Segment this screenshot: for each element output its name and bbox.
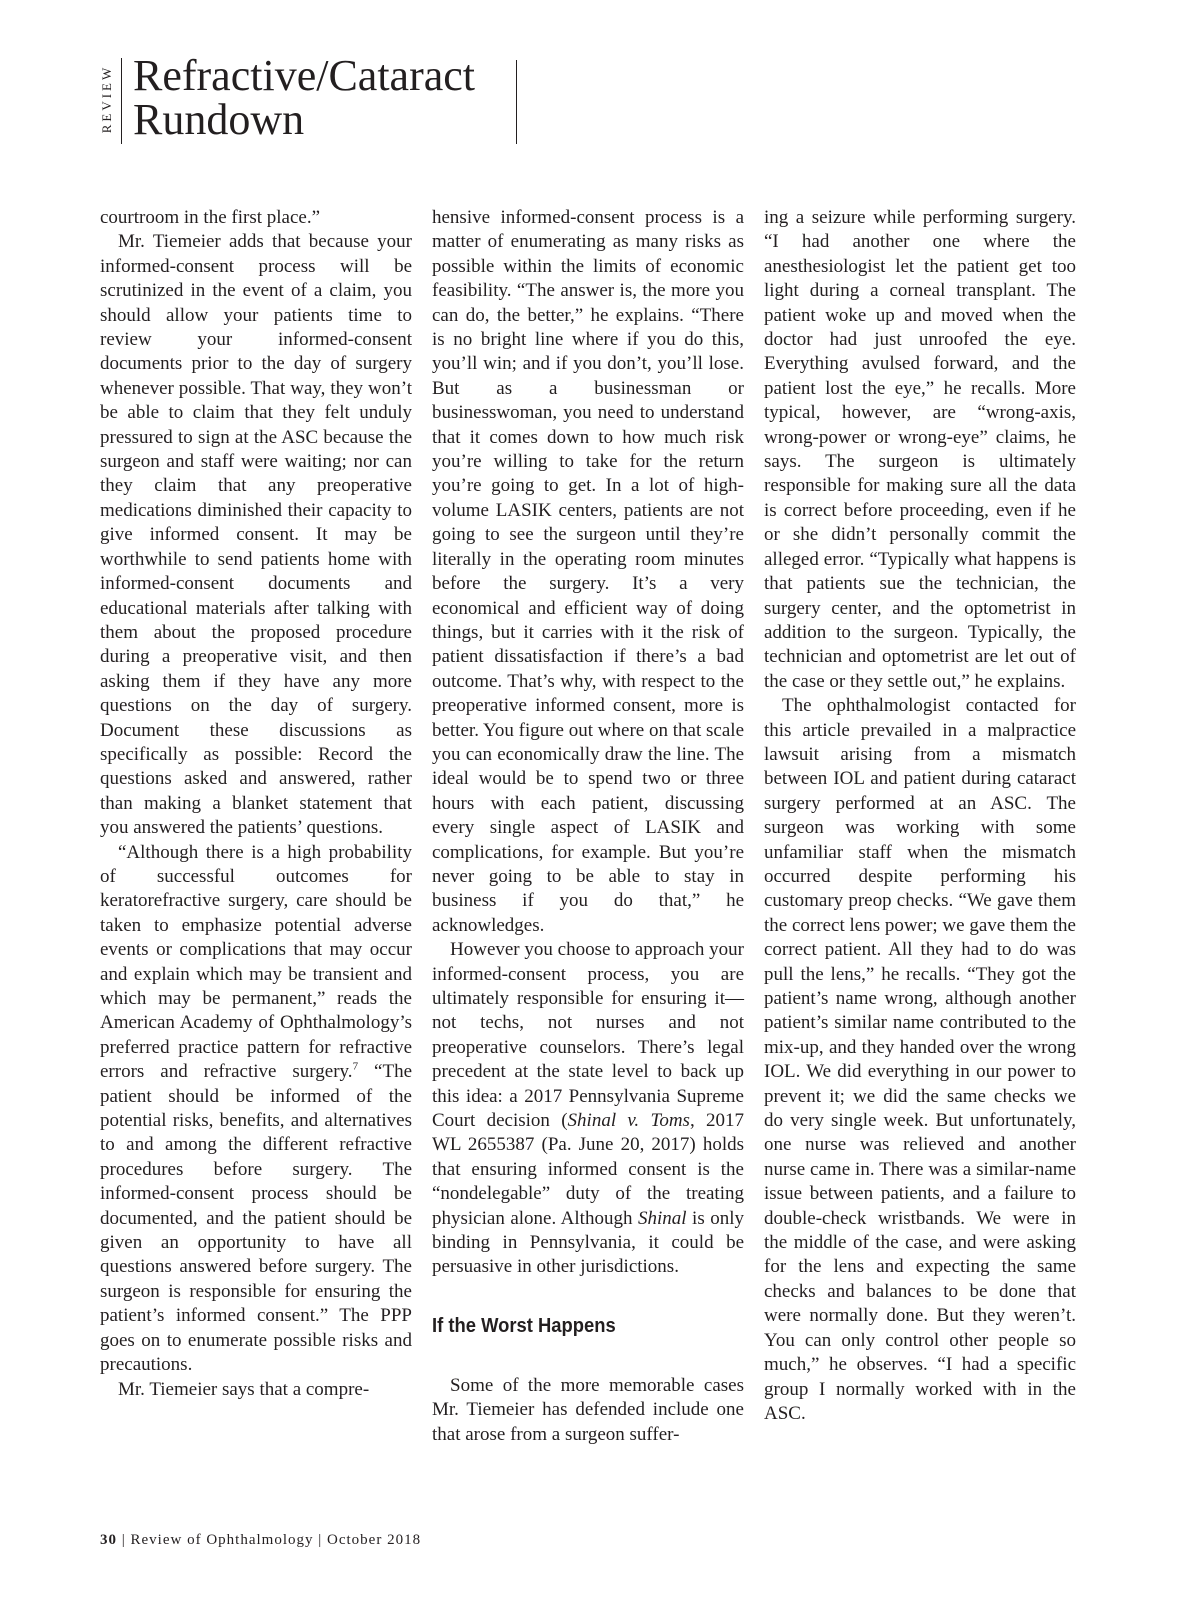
- paragraph: Mr. Tiemeier adds that because your informed-consent process will be scrutinized in the event of a claim, you should allow your patients time to review your informed-consent documents prior to the day of surgery whenever possible. That way, they won’t be able to claim that they felt unduly pressured to sign at the ASC because the surgeon and staff were waiting; nor can they claim that any preoperative medications diminished their capacity to give informed consent. It may be worthwhile to send patients home with informed-consent documents and educational materials after talking with them about the proposed procedure during a preoperative visit, and then asking them if they have any more questions on the day of surgery. Document these discussions as specifically as possible: Record the questions asked and answered, rather than making a blanket statement that you answered the patients’ questions.: [100, 231, 412, 839]
- paragraph: The ophthalmologist contacted for this article prevailed in a malpractice lawsuit arising from a mismatch between IOL and patient during cataract surgery performed at an ASC. The surgeon was working with some unfamiliar staff when the mismatch occurred despite performing his customary preop checks. “We gave them the correct lens power; we gave them the correct patient. All they had to do was pull the lens,” he recalls. “They got the patient’s name wrong, although another patient’s similar name contributed to the mix-up, and they handed over the wrong IOL. We did everything in our power to prevent it; we did the same checks we do very single week. But unfortunately, one nurse was relieved and another nurse came in. There was a similar-name issue between patients, and a failure to double-check wristbands. We were in the middle of the case, and were asking for the lens and expecting the same checks and balances to be done that were normally done. But they weren’t. You can only control other people so much,” he observes. “I had a specific group I normally worked with in the ASC.: [764, 695, 1076, 1424]
- section-tag-text: REVIEW: [99, 64, 114, 134]
- paragraph-text: is only binding in Pennsylvania, it could be persuasive in other jurisdictions.: [432, 1207, 744, 1278]
- paragraph: courtroom in the first place.”: [100, 207, 321, 228]
- publication-name: Review of Ophthalmology: [130, 1532, 314, 1548]
- header-rule-left: [121, 58, 122, 144]
- article-column-3: [764, 206, 1076, 1426]
- case-citation: Shinal: [637, 1207, 687, 1229]
- header-rule-right: [516, 60, 517, 144]
- footer-separator: |: [313, 1532, 328, 1548]
- article-column-2: [432, 206, 744, 1447]
- paragraph-text: “Although there is a high probability of successful outcomes for keratorefractive surgery, care should be taken to emphasize potential adverse events or complications that may occur and explain which may be transient and which may be permanent,” reads the American Academy of Ophthalmology’s preferred practice pattern for refractive errors and refractive surgery.: [100, 841, 412, 1083]
- paragraph-text: However you choose to approach your informed-consent process, you are ultimately responsible for ensuring it—not techs, not nurses and not preoperative counselors. There’s legal precedent at the state level to back up this idea: a 2017 Pennsylvania Supreme Court decision (: [432, 939, 744, 1132]
- paragraph: [100, 841, 412, 1378]
- article-column-1: [100, 206, 412, 1402]
- paragraph-text: , 2017 WL 2655387 (Pa. June 20, 2017) holds that ensuring informed consent is the “nondelegable” duty of the treating physician alone. Although: [432, 1110, 744, 1229]
- section-tag: [96, 54, 118, 144]
- page-title: [133, 51, 476, 144]
- paragraph: ing a seizure while performing surgery. “I had another one where the anesthesiologist let the patient get too light during a corneal transplant. The patient woke up and moved when the doctor had just unroofed the eye. Everything avulsed forward, and the patient lost the eye,” he recalls. More typical, however, are “wrong-axis, wrong-power or wrong-eye” claims, he says. The surgeon is ultimately responsible for making sure all the data is correct before proceeding, even if he or she didn’t personally commit the alleged error. “Typically what happens is that patients sue the technician, the surgery center, and the optometrist in addition to the surgeon. Typically, the technician and optometrist are let out of the case or they settle out,” he explains.: [764, 207, 1076, 692]
- title-line-2: Rundown: [133, 95, 305, 144]
- paragraph: [432, 938, 744, 1280]
- section-subhead: If the Worst Happens: [432, 1314, 616, 1337]
- footer-separator: |: [117, 1532, 131, 1548]
- page-footer: [100, 1532, 421, 1549]
- reference-superscript: 7: [352, 1060, 359, 1073]
- paragraph-text: “The patient should be informed of the potential risks, benefits, and alternatives to and among the different refractive procedures before surgery. The informed-consent process should be documented, and the patient should be given an opportunity to have all questions answered before surgery. The surgeon is responsible for ensuring the patient’s informed consent.” The PPP goes on to enumerate possible risks and precautions.: [100, 1061, 412, 1376]
- paragraph: hensive informed-consent process is a matter of enumerating as many risks as possible within the limits of economic feasibility. “The answer is, the more you can do, the better,” he explains. “There is no bright line where if you do this, you’ll win; and if you don’t, you’ll lose. But as a businessman or businesswoman, you need to understand that it comes down to how much risk you’re willing to take for the return you’re going to get. In a lot of high-volume LASIK centers, patients are not going to see the surgeon until they’re literally in the operating room minutes before the surgery. It’s a very economical and efficient way of doing things, but it carries with it the risk of patient dissatisfaction if there’s a bad outcome. That’s why, with respect to the preoperative informed consent, more is better. You figure out where on that scale you can economically draw the line. The ideal would be to spend two or three hours with each patient, discussing every single aspect of LASIK and complications, for example. But you’re never going to be able to stay in business if you do that,” he acknowledges.: [432, 207, 744, 936]
- page-number: 30: [100, 1532, 117, 1548]
- paragraph: Mr. Tiemeier says that a compre-: [118, 1378, 370, 1400]
- case-citation: Shinal v. Toms: [567, 1110, 690, 1132]
- title-line-1: Refractive/Cataract: [133, 51, 476, 100]
- paragraph: Some of the more memorable cases Mr. Tiemeier has defended include one that arose from a surgeon suffer-: [432, 1374, 744, 1445]
- issue-date: October 2018: [327, 1532, 422, 1548]
